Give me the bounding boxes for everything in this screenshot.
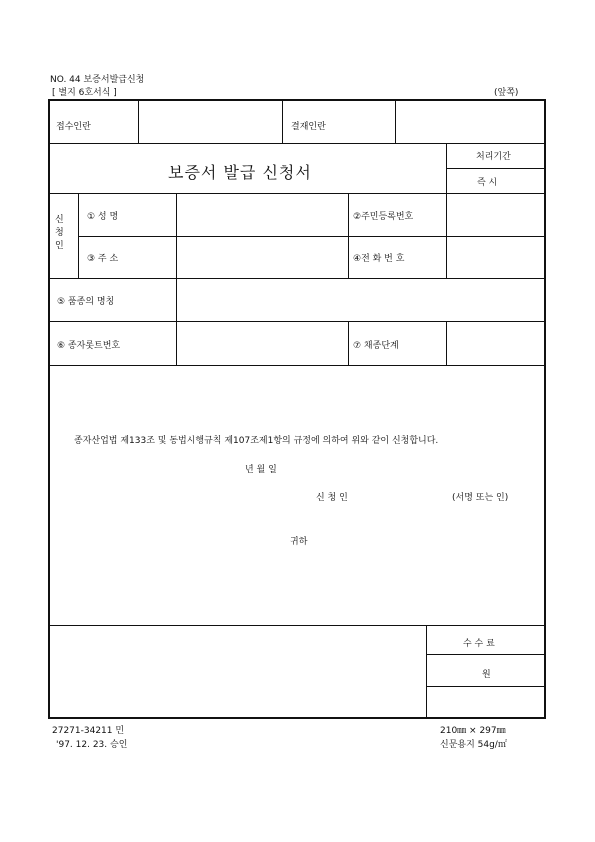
fee-label: 수 수 료 [463, 639, 495, 649]
applicant-group-label: 신 청 인 [55, 215, 64, 251]
processing-period-label: 처리기간 [476, 152, 511, 162]
form-code: 27271-34211 민 [52, 726, 125, 736]
name-field[interactable] [176, 194, 346, 235]
applicant-line-label: 신 청 인 [316, 493, 348, 503]
addressee-label: 귀하 [290, 537, 308, 547]
variety-name-label: ⑤ 품종의 명칭 [57, 297, 115, 307]
signature-hint[interactable]: (서명 또는 인) [452, 493, 509, 503]
form-frame [48, 99, 546, 719]
variety-name-field[interactable] [176, 278, 543, 319]
processing-period-value: 즉 시 [477, 178, 498, 188]
application-statement: 종자산업법 제133조 및 동법시행규칙 제107조제1항의 규정에 의하여 위와 같이 신청합니다. [74, 436, 439, 446]
approval-date: '97. 12. 23. 승인 [56, 740, 128, 750]
intake-label: 접수인란 [56, 122, 91, 132]
approval-label: 결재인란 [291, 122, 326, 132]
seed-lot-label: ⑥ 종자롯트번호 [57, 341, 121, 351]
address-label: ③ 주 소 [87, 254, 119, 264]
approval-field[interactable] [395, 101, 543, 141]
seed-stage-field[interactable] [446, 322, 543, 363]
form-number: NO. 44 보증서발급신청 [50, 75, 145, 85]
fee-unit: 원 [482, 670, 491, 680]
address-field[interactable] [176, 236, 346, 276]
seed-stage-label: ⑦ 채종단계 [353, 341, 399, 351]
paper-size: 210㎜ × 297㎜ [440, 726, 506, 736]
form-type: [ 별지 6호서식 ] [52, 88, 117, 98]
resident-number-label: ②주민등록번호 [353, 212, 414, 222]
name-label: ① 성 명 [87, 212, 119, 222]
seed-lot-field[interactable] [176, 322, 346, 363]
fee-field[interactable] [426, 656, 543, 686]
phone-label: ④전 화 번 호 [353, 254, 405, 264]
phone-field[interactable] [446, 236, 543, 276]
resident-number-field[interactable] [446, 194, 543, 235]
application-date[interactable]: 년 월 일 [245, 465, 277, 475]
page-side: (앞쪽) [494, 88, 519, 98]
intake-field[interactable] [137, 101, 279, 141]
page-title: 보증서 발급 신청서 [168, 163, 312, 182]
paper-type: 신문용지 54g/㎡ [440, 740, 507, 750]
